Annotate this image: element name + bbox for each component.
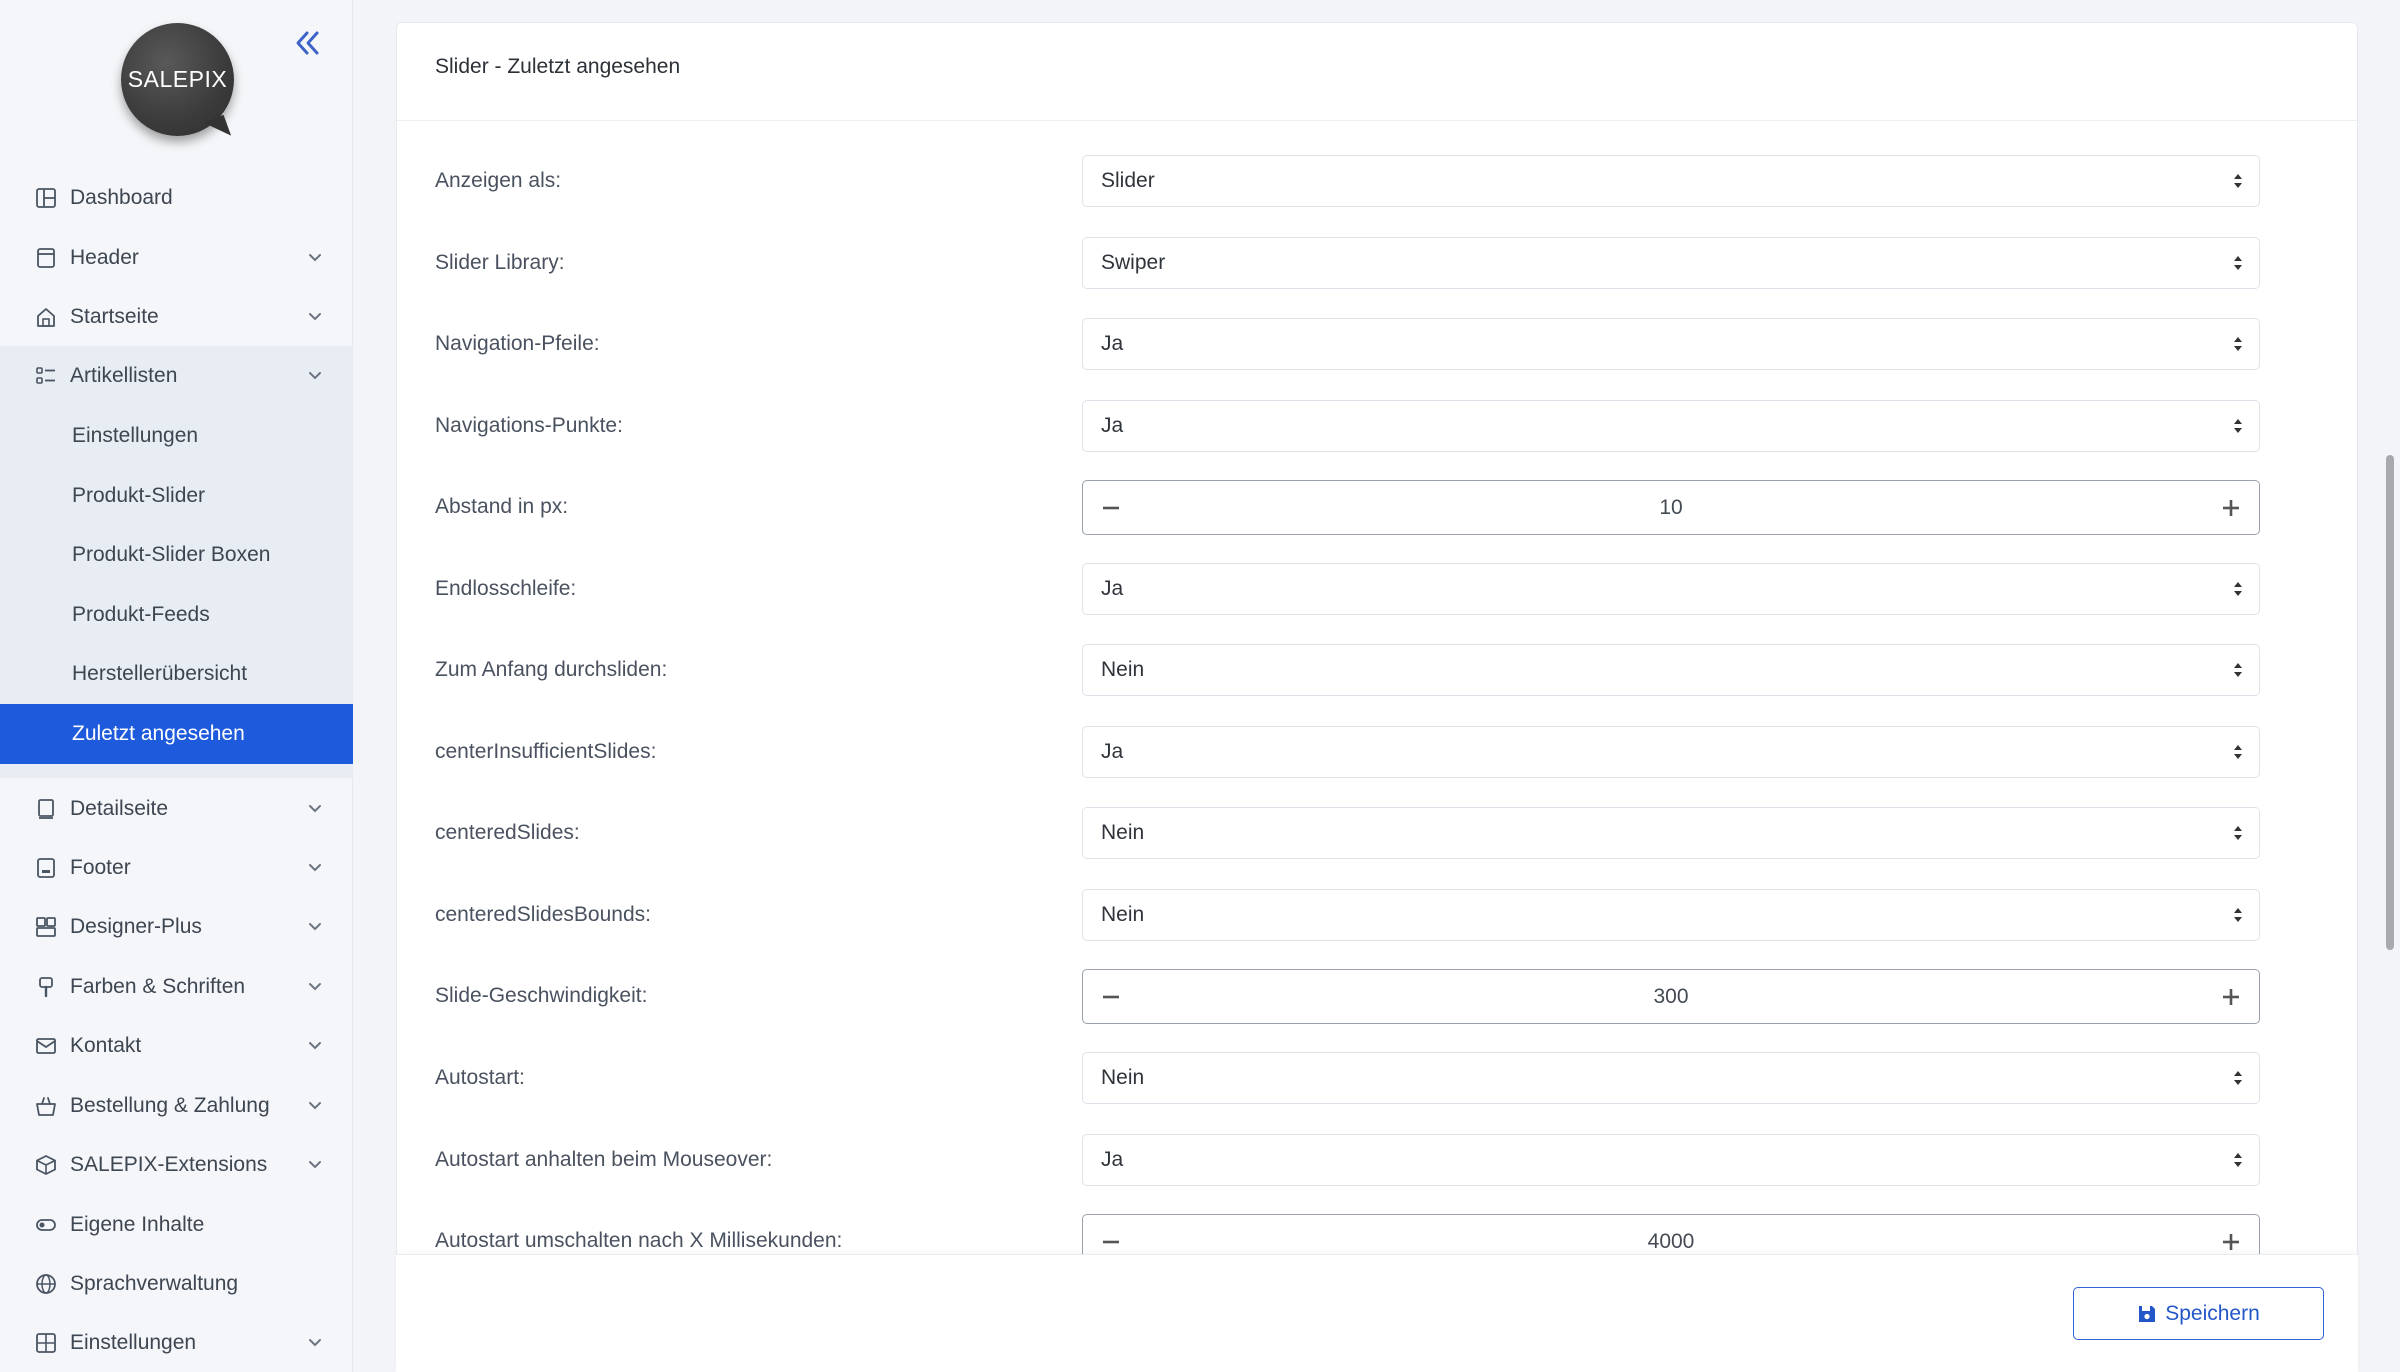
select-value: Ja <box>1101 332 1124 355</box>
toggle-icon <box>34 1213 58 1237</box>
field-label: Slider Library: <box>435 251 565 274</box>
field-label: Navigations-Punkte: <box>435 414 623 437</box>
submenu-item-label: Produkt-Slider <box>72 484 206 507</box>
settings-card <box>396 22 2358 1372</box>
select-value: Nein <box>1101 821 1145 844</box>
submenu-item-produkt-slider-boxen[interactable] <box>0 525 353 585</box>
submenu-item-label: Herstellerübersicht <box>72 662 248 685</box>
anzeigen-als-select[interactable] <box>1082 155 2260 207</box>
card-title: Slider - Zuletzt angesehen <box>435 55 681 78</box>
save-button[interactable] <box>2073 1287 2324 1340</box>
save-button-label: Speichern <box>2165 1301 2260 1325</box>
submenu-item-label: Zuletzt angesehen <box>72 722 245 745</box>
list-icon <box>34 364 58 388</box>
field-label: Endlosschleife: <box>435 577 577 600</box>
centered-slides-select[interactable] <box>1082 807 2260 859</box>
minus-icon <box>1101 987 1121 1007</box>
sidebar-item-salepix-extensions[interactable] <box>0 1135 353 1195</box>
globe-icon <box>34 1272 58 1296</box>
select-value: Swiper <box>1101 251 1166 274</box>
decrement-button[interactable] <box>1083 970 1139 1023</box>
select-value: Nein <box>1101 903 1145 926</box>
slider-library-select[interactable] <box>1082 237 2260 289</box>
sidebar-item-label: Sprachverwaltung <box>70 1272 239 1295</box>
abstand-stepper <box>1082 480 2260 535</box>
endlosschleife-select[interactable] <box>1082 563 2260 615</box>
chevron-down-icon <box>307 860 323 876</box>
sidebar-item-label: Detailseite <box>70 797 169 820</box>
scrollbar-thumb[interactable] <box>2386 455 2394 950</box>
chevron-down-icon <box>307 1157 323 1173</box>
submenu-item-produkt-feeds[interactable] <box>0 585 353 645</box>
select-arrows-icon <box>2231 1149 2245 1171</box>
sidebar-item-label: SALEPIX-Extensions <box>70 1153 268 1176</box>
form-row-centered-slides <box>397 803 2357 863</box>
submenu-item-herstelleruebersicht[interactable] <box>0 644 353 704</box>
form-row-autostart <box>397 1048 2357 1108</box>
action-footer <box>396 1254 2358 1372</box>
select-arrows-icon <box>2231 170 2245 192</box>
sidebar-item-label: Kontakt <box>70 1034 142 1057</box>
sidebar-item-label: Artikellisten <box>70 364 178 387</box>
field-label: Slide-Geschwindigkeit: <box>435 984 648 1007</box>
floppy-disk-icon <box>2137 1304 2157 1324</box>
sidebar-item-header[interactable] <box>0 228 353 288</box>
card-header <box>397 23 2357 121</box>
select-arrows-icon <box>2231 741 2245 763</box>
sidebar-item-eigene-inhalte[interactable] <box>0 1195 353 1255</box>
chevron-down-icon <box>307 1335 323 1351</box>
field-label: Autostart: <box>435 1066 525 1089</box>
sidebar-item-label: Farben & Schriften <box>70 975 246 998</box>
plus-icon <box>2221 498 2241 518</box>
decrement-button[interactable] <box>1083 481 1139 534</box>
sidebar-item-artikellisten[interactable] <box>0 346 353 406</box>
chevron-down-icon <box>307 309 323 325</box>
field-label: centeredSlides: <box>435 821 580 844</box>
select-arrows-icon <box>2231 252 2245 274</box>
sidebar-item-startseite[interactable] <box>0 287 353 347</box>
sidebar-item-footer[interactable] <box>0 838 353 898</box>
chevron-down-icon <box>307 1038 323 1054</box>
slide-geschwindigkeit-stepper <box>1082 969 2260 1024</box>
sidebar-item-label: Bestellung & Zahlung <box>70 1094 270 1117</box>
select-arrows-icon <box>2231 822 2245 844</box>
minus-icon <box>1101 498 1121 518</box>
chevron-down-icon <box>307 1098 323 1114</box>
mail-icon <box>34 1034 58 1058</box>
sidebar <box>0 0 353 1372</box>
form-row-slide-geschwindigkeit <box>397 966 2357 1026</box>
select-arrows-icon <box>2231 578 2245 600</box>
sidebar-item-detailseite[interactable] <box>0 779 353 839</box>
field-label: centerInsufficientSlides: <box>435 740 657 763</box>
form-row-navigations-punkte <box>397 396 2357 456</box>
select-arrows-icon <box>2231 1067 2245 1089</box>
select-value: Slider <box>1101 169 1155 192</box>
brush-icon <box>34 975 58 999</box>
sidebar-item-dashboard[interactable] <box>0 168 353 228</box>
submenu-artikellisten <box>0 406 353 778</box>
centered-slides-bounds-select[interactable] <box>1082 889 2260 941</box>
select-value: Ja <box>1101 1148 1124 1171</box>
select-value: Nein <box>1101 658 1145 681</box>
select-value: Ja <box>1101 414 1124 437</box>
stepper-value[interactable]: 10 <box>1659 495 1683 519</box>
collapse-sidebar-button[interactable] <box>290 26 324 60</box>
home-icon <box>34 305 58 329</box>
sidebar-item-kontakt[interactable] <box>0 1016 353 1076</box>
select-value: Ja <box>1101 740 1124 763</box>
autostart-anhalten-select[interactable] <box>1082 1134 2260 1186</box>
form-row-abstand-in-px <box>397 477 2357 537</box>
form-row-zum-anfang-durchsliden <box>397 640 2357 700</box>
sidebar-item-farben-schriften[interactable] <box>0 957 353 1017</box>
navigations-punkte-select[interactable] <box>1082 400 2260 452</box>
zum-anfang-durchsliden-select[interactable] <box>1082 644 2260 696</box>
select-arrows-icon <box>2231 659 2245 681</box>
field-label: Navigation-Pfeile: <box>435 332 600 355</box>
sidebar-item-einstellungen[interactable] <box>0 1313 353 1372</box>
field-label: centeredSlidesBounds: <box>435 903 651 926</box>
select-arrows-icon <box>2231 904 2245 926</box>
sidebar-item-label: Designer-Plus <box>70 915 202 938</box>
book-icon <box>34 797 58 821</box>
submenu-item-einstellungen[interactable] <box>0 406 353 466</box>
select-value: Ja <box>1101 577 1124 600</box>
select-value: Nein <box>1101 1066 1145 1089</box>
submenu-item-zuletzt-angesehen[interactable] <box>0 704 353 764</box>
sidebar-item-label: Header <box>70 246 139 269</box>
field-label: Abstand in px: <box>435 495 569 518</box>
form-row-autostart-anhalten <box>397 1130 2357 1190</box>
select-arrows-icon <box>2231 415 2245 437</box>
field-label: Autostart anhalten beim Mouseover: <box>435 1148 773 1171</box>
layout-icon <box>34 915 58 939</box>
submenu-item-label: Produkt-Feeds <box>72 603 210 626</box>
form-row-center-insufficient-slides <box>397 722 2357 782</box>
logo-text: SALEPIX <box>127 66 228 92</box>
navigation-pfeile-select[interactable] <box>1082 318 2260 370</box>
autostart-select[interactable] <box>1082 1052 2260 1104</box>
increment-button[interactable] <box>2203 970 2259 1023</box>
center-insufficient-slides-select[interactable] <box>1082 726 2260 778</box>
plus-icon <box>2221 987 2241 1007</box>
sidebar-item-label: Startseite <box>70 305 159 328</box>
chevron-down-icon <box>307 919 323 935</box>
sidebar-item-label: Footer <box>70 856 131 879</box>
form-row-slider-library <box>397 233 2357 293</box>
form-row-anzeigen-als <box>397 151 2357 211</box>
basket-icon <box>34 1094 58 1118</box>
form-row-centered-slides-bounds <box>397 885 2357 945</box>
sidebar-item-bestellung-zahlung[interactable] <box>0 1076 353 1136</box>
minus-icon <box>1101 1232 1121 1252</box>
stepper-value[interactable]: 300 <box>1653 984 1689 1008</box>
double-chevron-left-icon <box>292 28 322 58</box>
dashboard-icon <box>34 186 58 210</box>
form-row-navigation-pfeile <box>397 314 2357 374</box>
grid-icon <box>34 1331 58 1355</box>
increment-button[interactable] <box>2203 481 2259 534</box>
sidebar-item-designer-plus[interactable] <box>0 897 353 957</box>
submenu-item-produkt-slider[interactable] <box>0 466 353 526</box>
field-label: Anzeigen als: <box>435 169 562 192</box>
chevron-down-icon <box>307 368 323 384</box>
field-label: Autostart umschalten nach X Millisekunden: <box>435 1229 843 1252</box>
form-row-endlosschleife <box>397 559 2357 619</box>
chevron-down-icon <box>307 801 323 817</box>
package-icon <box>34 1153 58 1177</box>
footer-icon <box>34 856 58 880</box>
plus-icon <box>2221 1232 2241 1252</box>
sidebar-item-label: Eigene Inhalte <box>70 1213 205 1236</box>
sidebar-item-sprachverwaltung[interactable] <box>0 1254 353 1314</box>
select-arrows-icon <box>2231 333 2245 355</box>
chevron-down-icon <box>307 979 323 995</box>
submenu-item-label: Produkt-Slider Boxen <box>72 543 271 566</box>
header-icon <box>34 246 58 270</box>
chevron-down-icon <box>307 250 323 266</box>
sidebar-item-label: Einstellungen <box>70 1331 197 1354</box>
sidebar-item-label: Dashboard <box>70 186 173 209</box>
field-label: Zum Anfang durchsliden: <box>435 658 668 681</box>
stepper-value[interactable]: 4000 <box>1647 1229 1695 1253</box>
submenu-item-label: Einstellungen <box>72 424 199 447</box>
